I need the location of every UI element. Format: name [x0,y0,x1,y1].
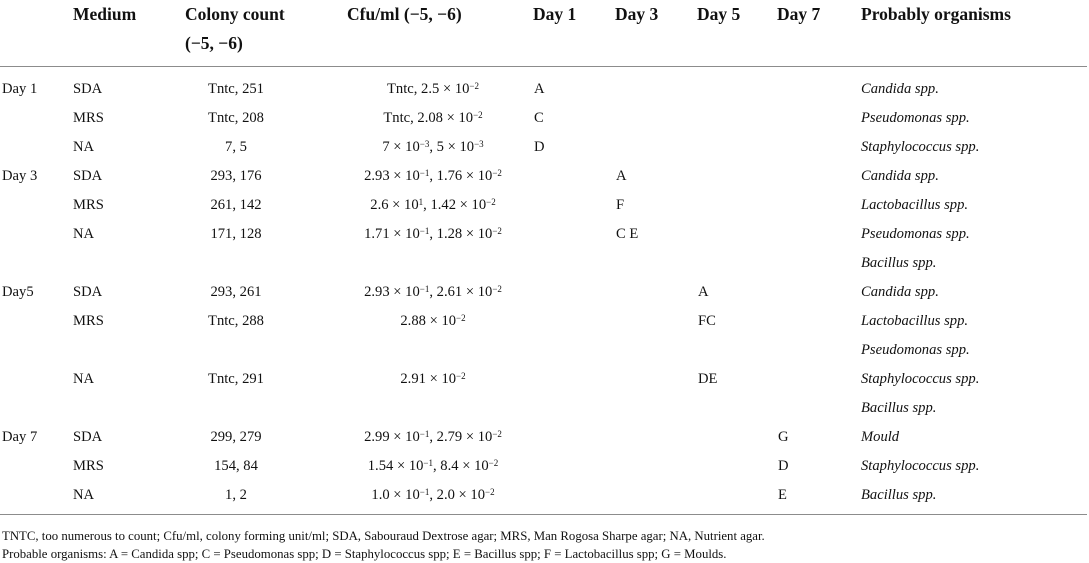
table-row [0,249,1089,278]
cell-organism: Candida spp. [861,81,939,97]
cell-medium: SDA [73,168,103,184]
cell-organism: Pseudomonas spp. [861,110,970,126]
cell-day: Day 3 [2,168,38,184]
table-row: Day5 SDA 293, 261 $2.93 \times 10^{-1}$, $2.61 \times 10^{-2}$ A Candida spp. [0,278,1089,307]
cell-organism: Candida spp. [861,168,939,184]
header-colony-count [185,0,285,58]
header-cfu: Cfu/ml (−5, −6) [347,4,462,24]
table-footnotes [2,527,765,563]
table-header [0,0,1089,58]
table-row: NA 1, 2 $1.0 \times 10^{-1}$, $2.0 \times 10^{-2}$ E Bacillus spp. [0,481,1089,510]
cell-medium: NA [73,371,95,387]
cell-day5: FC [698,313,716,329]
table-row: MRS Tntc, 208 Tntc, $2.08 \times 10^{-2}$ C Pseudomonas spp. [0,104,1089,133]
cell-day: Day 1 [2,81,38,97]
cell-day3: F [616,197,625,213]
table-row: NA 7, 5 $7 \times 10^{-3}$, $5 \times 10^{-3}$ D Staphylococcus spp. [0,133,1089,162]
cell-day: Day 7 [2,429,38,445]
header-medium: Medium [73,4,137,24]
cell-day3: C E [616,226,639,242]
cell-organism: Pseudomonas spp. [861,226,970,242]
table-row: MRS 154, 84 $1.54 \times 10^{-1}$, $8.4 \times 10^{-2}$ D Staphylococcus spp. [0,452,1089,481]
header-colony-count-line1: Colony count [185,4,285,24]
table-row: Day 7 SDA 299, 279 $2.99 \times 10^{-1}$, $2.79 \times 10^{-2}$ G Mould [0,423,1089,452]
cell-medium: NA [73,226,95,242]
cell-medium: NA [73,139,95,155]
cell-organism: Lactobacillus spp. [861,313,969,329]
table-body [0,75,1089,510]
cell-medium: MRS [73,313,104,329]
cell-day3: A [616,168,627,184]
cell-organism: Bacillus spp. [861,255,937,271]
footnote-abbreviations: TNTC, too numerous to count; Cfu/ml, colony forming unit/ml; SDA, Sabouraud Dextrose agar; MRS, Man Rogosa Sharpe agar; NA, Nutrient agar. [2,529,765,543]
cell-day7: D [778,458,789,474]
cell-organism: Pseudomonas spp. [861,342,970,358]
table-row: Day 3 SDA 293, 176 $2.93 \times 10^{-1}$, $1.76 \times 10^{-2}$ A Candida spp. [0,162,1089,191]
table-row: Day 1 SDA Tntc, 251 Tntc, $2.5 \times 10^{-2}$ A Candida spp. [0,75,1089,104]
table-row [0,394,1089,423]
header-day1: Day 1 [533,4,577,24]
header-colony-count-line2: (−5, −6) [185,33,243,53]
cell-day: Day5 [2,284,34,300]
cell-medium: SDA [73,81,103,97]
cell-day1: A [534,81,545,97]
cell-medium: MRS [73,197,104,213]
header-day5: Day 5 [697,4,741,24]
cell-organism: Bacillus spp. [861,400,937,416]
table-row: MRS Tntc, 288 $2.88 \times 10^{-2}$ FC Lactobacillus spp. [0,307,1089,336]
cell-organism: Bacillus spp. [861,487,937,503]
footer-divider [0,514,1087,515]
table-row: NA 171, 128 $1.71 \times 10^{-1}$, $1.28 \times 10^{-2}$ C E Pseudomonas spp. [0,220,1089,249]
header-organisms: Probably organisms [861,4,1011,24]
cell-medium: SDA [73,429,103,445]
cell-organism: Lactobacillus spp. [861,197,969,213]
table-row: MRS 261, 142 $2.6 \times 10^1$, $1.42 \times 10^{-2}$ F Lactobacillus spp. [0,191,1089,220]
cell-organism: Candida spp. [861,284,939,300]
cell-day1: C [534,110,544,126]
cell-day1: D [534,139,545,155]
cell-medium: MRS [73,458,104,474]
cell-day7: G [778,429,789,445]
cell-organism: Mould [861,429,900,445]
cell-organism: Staphylococcus spp. [861,458,980,474]
header-day7: Day 7 [777,4,821,24]
table-row [0,336,1089,365]
header-day3: Day 3 [615,4,659,24]
footnote-organism-key: Probable organisms: A = Candida spp; C = Pseudomonas spp; D = Staphylococcus spp; E = Bacillus spp; F = Lactobacillus spp; G = Moulds. [2,547,727,561]
cell-organism: Staphylococcus spp. [861,139,980,155]
cell-medium: SDA [73,284,103,300]
cell-day5: A [698,284,709,300]
cell-day5: DE [698,371,718,387]
cell-day7: E [778,487,787,503]
header-divider [0,66,1087,67]
table-row: NA Tntc, 291 $2.91 \times 10^{-2}$ DE Staphylococcus spp. [0,365,1089,394]
cell-organism: Staphylococcus spp. [861,371,980,387]
cell-medium: MRS [73,110,104,126]
cell-medium: NA [73,487,95,503]
